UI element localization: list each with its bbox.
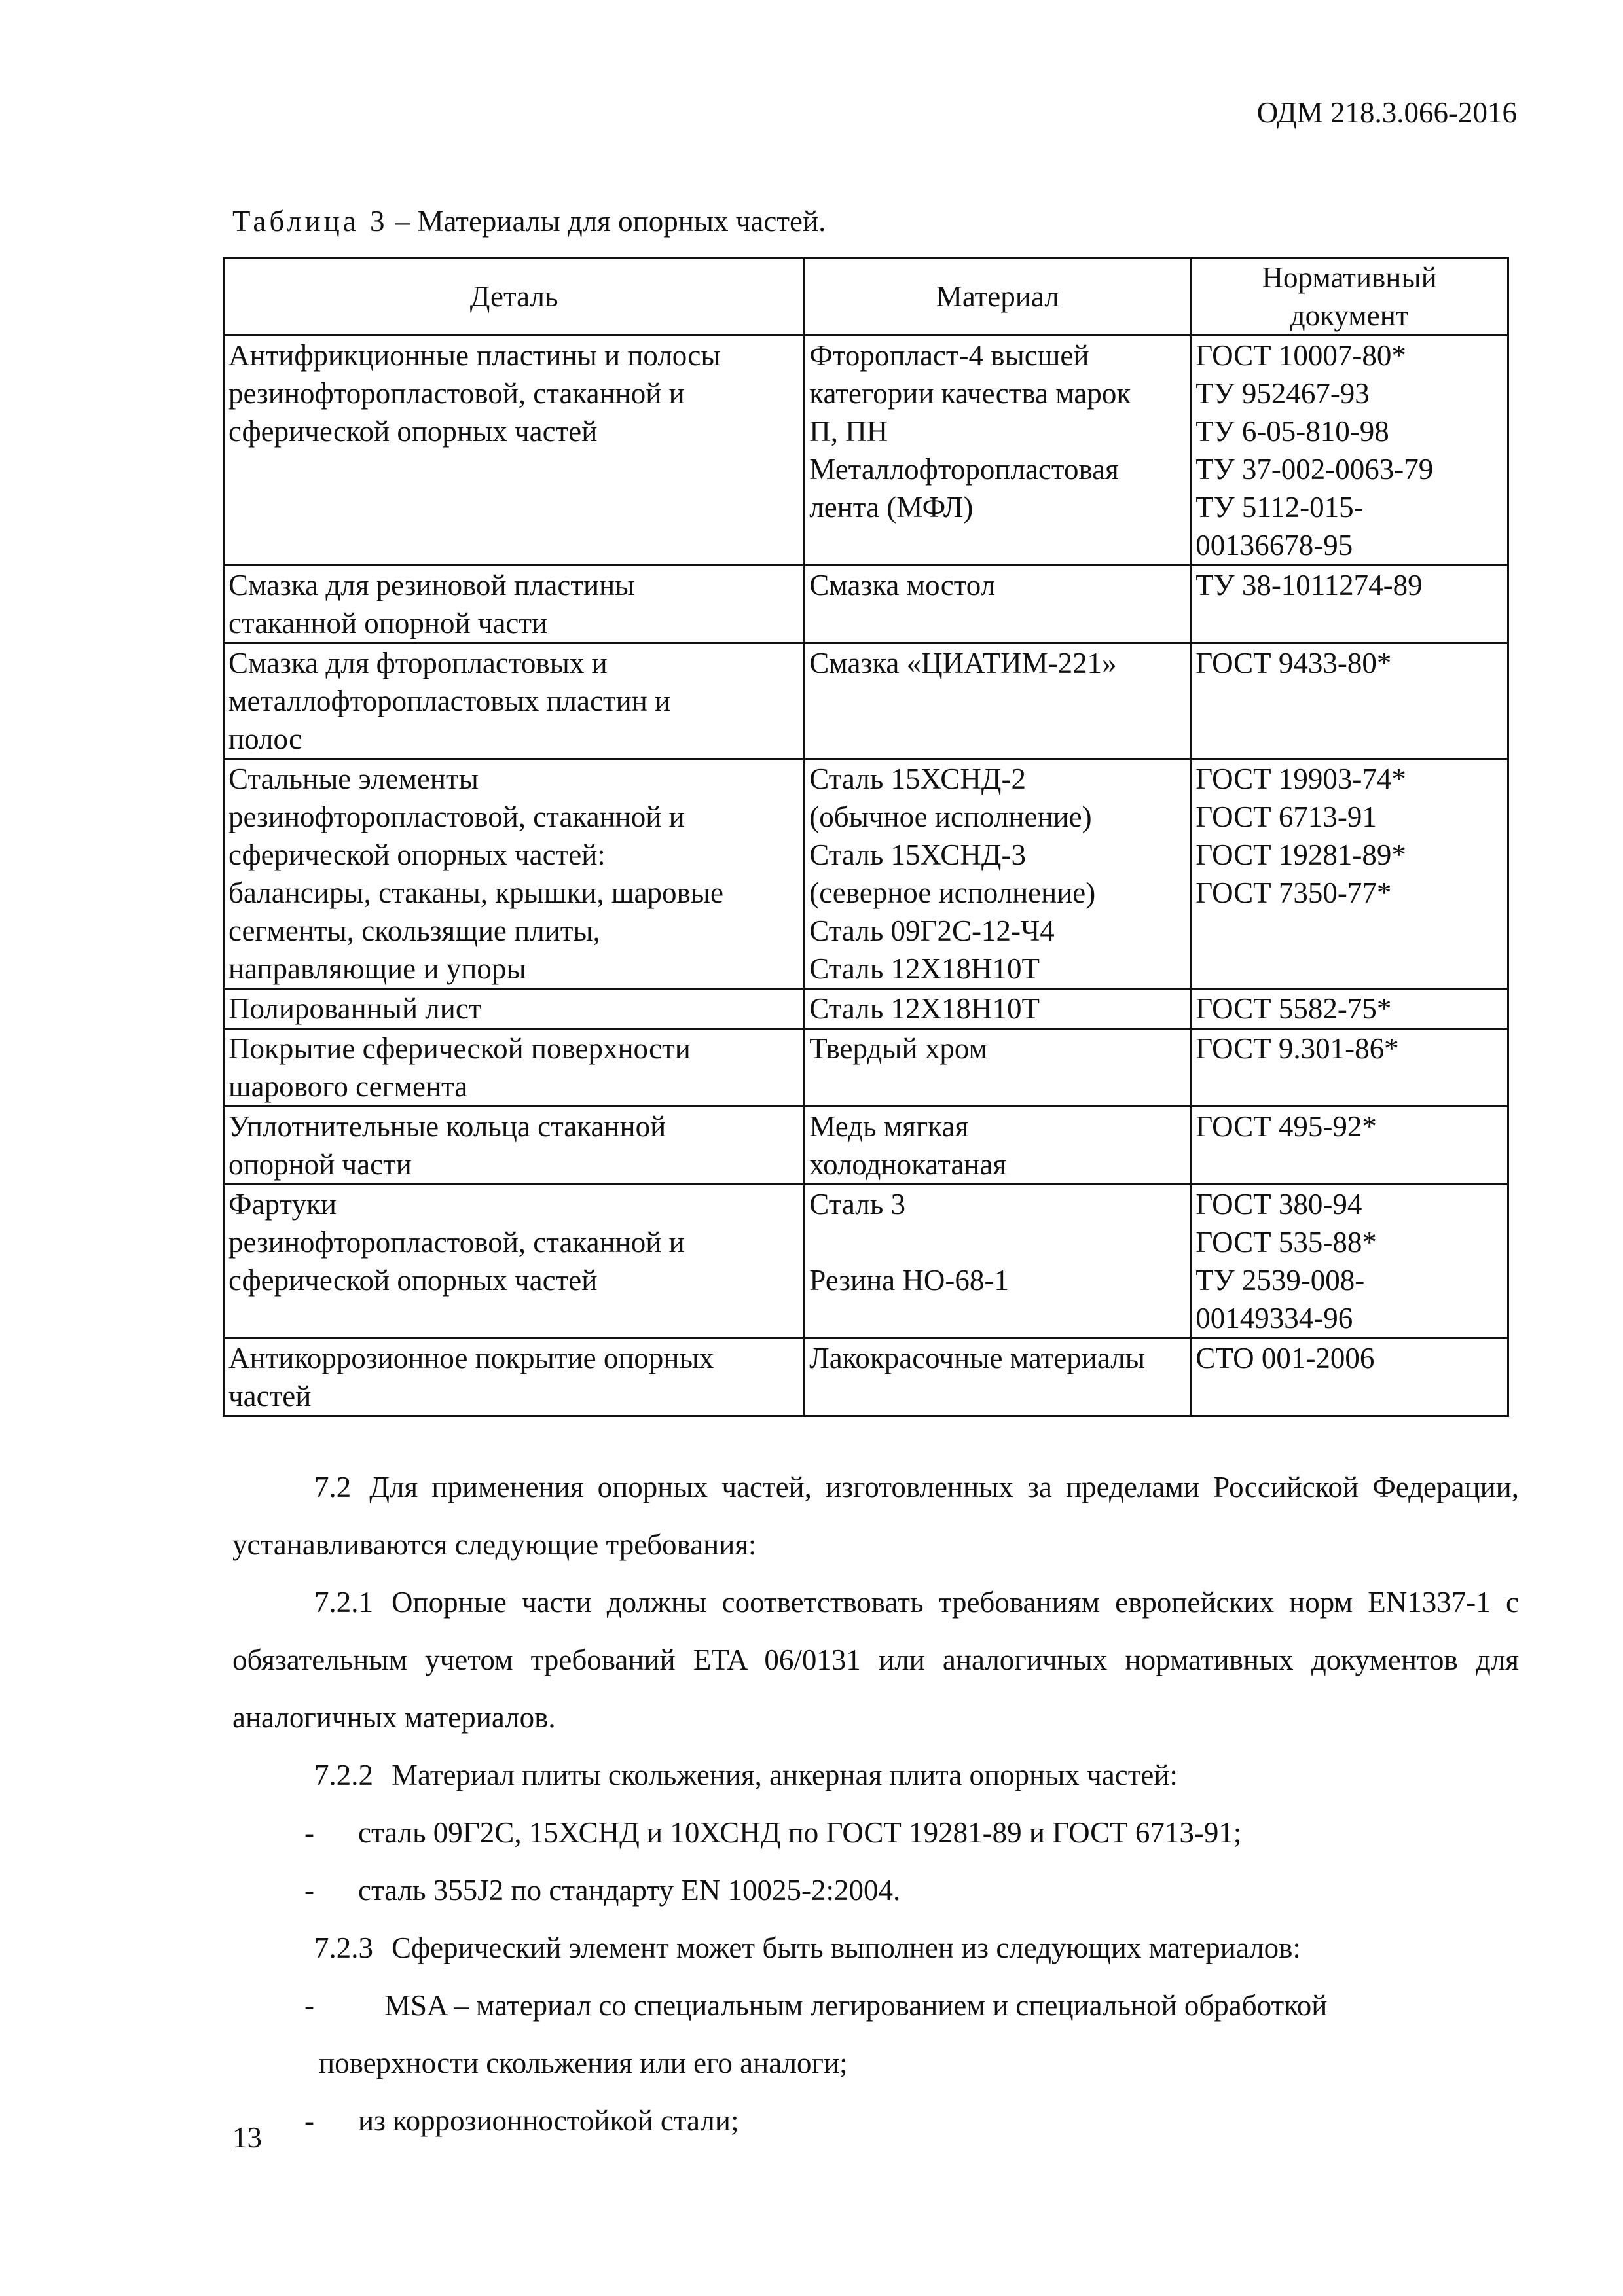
cell-line: категории качества марок bbox=[809, 377, 1131, 410]
cell-line: Лакокрасочные материалы bbox=[809, 1342, 1145, 1374]
list-item-text bbox=[298, 1977, 1519, 2092]
list-item bbox=[232, 2092, 1519, 2149]
materials-table bbox=[223, 257, 1509, 1417]
cell-detail bbox=[224, 1029, 805, 1107]
cell-material bbox=[805, 1029, 1191, 1107]
cell-line: ГОСТ 19903-74* bbox=[1195, 762, 1406, 795]
cell-detail bbox=[224, 1185, 805, 1338]
cell-line: металлофторопластовых пластин и bbox=[228, 685, 671, 717]
cell-material bbox=[805, 1185, 1191, 1338]
table-row bbox=[224, 565, 1508, 643]
paragraph-7-2-1 bbox=[232, 1573, 1519, 1746]
cell-line: холоднокатаная bbox=[809, 1148, 1007, 1181]
cell-line: резинофторопластовой, стаканной и bbox=[228, 1226, 685, 1259]
cell-line: лента (МФЛ) bbox=[809, 491, 974, 524]
cell-normative-document bbox=[1191, 989, 1508, 1029]
list-item-text-continuation: поверхности скольжения или его аналоги; bbox=[319, 2047, 848, 2079]
list-item-text: сталь 355J2 по стандарту EN 10025-2:2004. bbox=[358, 1874, 901, 1907]
header-doc-line: документ bbox=[1290, 299, 1409, 332]
paragraph-text: Опорные части должны соответствовать требованиям европейских норм EN1337-1 с обязательным учетом требований ETA 06/0131 или аналогичных нормативных документов для аналогичных материалов. bbox=[232, 1586, 1519, 1734]
section-number: 7.2 bbox=[314, 1471, 352, 1503]
cell-line: ТУ 2539-008- bbox=[1195, 1264, 1365, 1297]
cell-line: Медь мягкая bbox=[809, 1110, 969, 1143]
cell-detail bbox=[224, 336, 805, 565]
cell-line: ГОСТ 10007-80* bbox=[1195, 339, 1406, 372]
cell-line: Сталь 12Х18Н10Т bbox=[809, 992, 1040, 1025]
cell-line: резинофторопластовой, стаканной и bbox=[228, 800, 685, 833]
cell-detail bbox=[224, 989, 805, 1029]
table-row bbox=[224, 1338, 1508, 1416]
table-row bbox=[224, 989, 1508, 1029]
list-item-text-line: MSA – материал со специальным легированием и специальной обработкой bbox=[384, 1989, 1328, 2022]
cell-material bbox=[805, 1338, 1191, 1416]
table-caption-prefix: Таблица 3 bbox=[232, 205, 388, 238]
cell-line: ГОСТ 9433-80* bbox=[1195, 647, 1392, 679]
cell-line: балансиры, стаканы, крышки, шаровые bbox=[228, 876, 723, 909]
cell-normative-document bbox=[1191, 565, 1508, 643]
cell-line: 00149334-96 bbox=[1195, 1302, 1353, 1335]
cell-detail bbox=[224, 1338, 805, 1416]
list-item-text: из коррозионностойкой стали; bbox=[358, 2104, 739, 2137]
cell-line: сферической опорных частей bbox=[228, 1264, 598, 1297]
header-material: Материал bbox=[805, 258, 1191, 336]
cell-line: Смазка мостол bbox=[809, 569, 996, 601]
cell-line: ГОСТ 19281-89* bbox=[1195, 838, 1406, 871]
section-number: 7.2.1 bbox=[314, 1586, 373, 1619]
table-row bbox=[224, 759, 1508, 989]
cell-line: Покрытие сферической поверхности bbox=[228, 1032, 691, 1065]
cell-line: ГОСТ 6713-91 bbox=[1195, 800, 1377, 833]
paragraph-text: Для применения опорных частей, изготовленных за пределами Российской Федерации, устанавливаются следующие требования: bbox=[232, 1471, 1519, 1561]
cell-line: Фторопласт-4 высшей bbox=[809, 339, 1089, 372]
cell-line: ГОСТ 9.301-86* bbox=[1195, 1032, 1399, 1065]
cell-line: полос bbox=[228, 723, 302, 755]
cell-normative-document bbox=[1191, 643, 1508, 759]
paragraph-7-2-3 bbox=[232, 1919, 1519, 1977]
cell-line: сферической опорных частей: bbox=[228, 838, 606, 871]
cell-material bbox=[805, 759, 1191, 989]
cell-material bbox=[805, 565, 1191, 643]
cell-line: Сталь 15ХСНД-2 bbox=[809, 762, 1026, 795]
cell-detail bbox=[224, 565, 805, 643]
paragraph-text: Сферический элемент может быть выполнен из следующих материалов: bbox=[392, 1931, 1301, 1964]
cell-line: ТУ 5112-015- bbox=[1195, 491, 1364, 524]
cell-line: СТО 001-2006 bbox=[1195, 1342, 1375, 1374]
dash-marker: - bbox=[304, 1989, 314, 2022]
cell-line: Смазка для резиновой пластины bbox=[228, 569, 635, 601]
cell-line: Уплотнительные кольца стаканной bbox=[228, 1110, 666, 1143]
cell-material bbox=[805, 989, 1191, 1029]
cell-line: ТУ 6-05-810-98 bbox=[1195, 415, 1389, 448]
cell-line: сегменты, скользящие плиты, bbox=[228, 914, 600, 947]
table-caption bbox=[232, 204, 826, 238]
paragraph-text: Материал плиты скольжения, анкерная плита опорных частей: bbox=[392, 1759, 1178, 1791]
table-row bbox=[224, 336, 1508, 565]
list-item bbox=[232, 1804, 1519, 1861]
cell-line: ГОСТ 380-94 bbox=[1195, 1188, 1362, 1221]
table-body bbox=[224, 336, 1508, 1416]
cell-line: шарового сегмента bbox=[228, 1070, 468, 1103]
cell-normative-document bbox=[1191, 1338, 1508, 1416]
cell-normative-document bbox=[1191, 336, 1508, 565]
cell-line: Сталь 12Х18Н10Т bbox=[809, 952, 1040, 985]
cell-normative-document bbox=[1191, 1185, 1508, 1338]
cell-line: направляющие и упоры bbox=[228, 952, 526, 985]
cell-line: Сталь 09Г2С-12-Ч4 bbox=[809, 914, 1055, 947]
list-item bbox=[232, 1977, 1519, 2092]
dash-marker: - bbox=[304, 1874, 314, 1907]
section-number: 7.2.2 bbox=[314, 1759, 373, 1791]
cell-line: П, ПН bbox=[809, 415, 888, 448]
cell-line: сферической опорных частей bbox=[228, 415, 598, 448]
cell-line: частей bbox=[228, 1380, 312, 1412]
cell-line: Фартуки bbox=[228, 1188, 337, 1221]
cell-line: Металлофторопластовая bbox=[809, 453, 1119, 486]
section-number: 7.2.3 bbox=[314, 1931, 373, 1964]
table-header-row bbox=[224, 258, 1508, 336]
paragraph-7-2-2 bbox=[232, 1746, 1519, 1804]
cell-normative-document bbox=[1191, 1107, 1508, 1185]
cell-line: ТУ 38-1011274-89 bbox=[1195, 569, 1423, 601]
paragraph-7-2 bbox=[232, 1458, 1519, 1573]
cell-line: резинофторопластовой, стаканной и bbox=[228, 377, 685, 410]
dash-marker: - bbox=[304, 2104, 314, 2137]
cell-normative-document bbox=[1191, 1029, 1508, 1107]
table-row bbox=[224, 1185, 1508, 1338]
table-row bbox=[224, 1029, 1508, 1107]
cell-line: Твердый хром bbox=[809, 1032, 987, 1065]
cell-line: 00136678-95 bbox=[1195, 529, 1353, 562]
cell-line: (обычное исполнение) bbox=[809, 800, 1092, 833]
cell-line: Резина НО-68-1 bbox=[809, 1264, 1009, 1297]
cell-detail bbox=[224, 759, 805, 989]
cell-line bbox=[809, 1223, 1186, 1261]
cell-line: (северное исполнение) bbox=[809, 876, 1096, 909]
cell-line: ГОСТ 7350-77* bbox=[1195, 876, 1392, 909]
table-caption-title: – Материалы для опорных частей. bbox=[388, 205, 826, 238]
cell-line: ГОСТ 495-92* bbox=[1195, 1110, 1377, 1143]
cell-detail bbox=[224, 643, 805, 759]
cell-line: Смазка для фторопластовых и bbox=[228, 647, 608, 679]
header-doc-line: Нормативный bbox=[1262, 261, 1437, 294]
cell-line: Антифрикционные пластины и полосы bbox=[228, 339, 721, 372]
cell-line: ГОСТ 5582-75* bbox=[1195, 992, 1392, 1025]
header-normative-document bbox=[1191, 258, 1508, 336]
list-item-text: сталь 09Г2С, 15ХСНД и 10ХСНД по ГОСТ 19281-89 и ГОСТ 6713-91; bbox=[358, 1816, 1242, 1849]
cell-line: Полированный лист bbox=[228, 992, 482, 1025]
cell-material bbox=[805, 336, 1191, 565]
table-row bbox=[224, 1107, 1508, 1185]
cell-line: Стальные элементы bbox=[228, 762, 479, 795]
cell-line: Сталь 3 bbox=[809, 1188, 906, 1221]
cell-line: Антикоррозионное покрытие опорных bbox=[228, 1342, 714, 1374]
table-row bbox=[224, 643, 1508, 759]
cell-line: стаканной опорной части bbox=[228, 607, 548, 639]
header-detail: Деталь bbox=[224, 258, 805, 336]
cell-material bbox=[805, 643, 1191, 759]
page-number: 13 bbox=[232, 2121, 262, 2154]
list-item bbox=[232, 1861, 1519, 1919]
dash-marker: - bbox=[304, 1816, 314, 1849]
body-text bbox=[232, 1458, 1519, 2149]
cell-normative-document bbox=[1191, 759, 1508, 989]
cell-line: ГОСТ 535-88* bbox=[1195, 1226, 1377, 1259]
cell-line: Сталь 15ХСНД-3 bbox=[809, 838, 1026, 871]
document-code: ОДМ 218.3.066-2016 bbox=[1256, 96, 1517, 129]
cell-material bbox=[805, 1107, 1191, 1185]
cell-line: ТУ 37-002-0063-79 bbox=[1195, 453, 1434, 486]
cell-line: ТУ 952467-93 bbox=[1195, 377, 1370, 410]
cell-line: Смазка «ЦИАТИМ-221» bbox=[809, 647, 1117, 679]
cell-detail bbox=[224, 1107, 805, 1185]
cell-line: опорной части bbox=[228, 1148, 412, 1181]
